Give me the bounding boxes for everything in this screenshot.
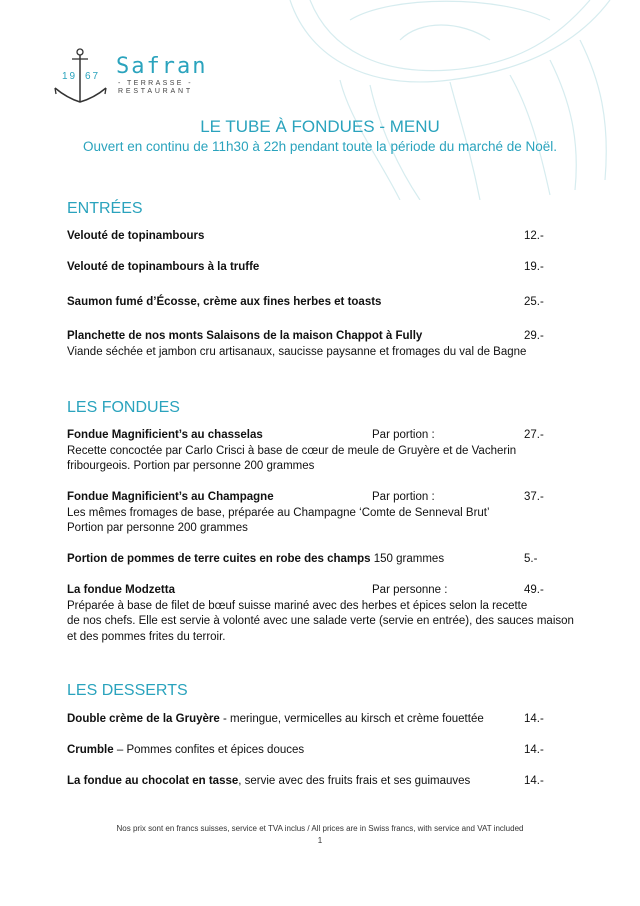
item-name: Fondue Magnificient’s au chasselas xyxy=(67,429,263,441)
item-price: 14.- xyxy=(524,713,544,725)
item-name: Planchette de nos monts Salaisons de la maison Chappot à Fully xyxy=(67,330,423,342)
item-description: Recette concoctée par Carlo Crisci à base de cœur de meule de Gruyère et de Vacherin fribourgeois. Portion par personne 200 grammes xyxy=(67,444,517,472)
item-description: Viande séchée et jambon cru artisanaux, saucisse paysanne et fromages du val de Bagne xyxy=(67,345,527,358)
menu-item xyxy=(67,428,544,475)
item-price: 5.- xyxy=(524,553,538,565)
item-name: Portion de pommes de terre cuites en robe des champs xyxy=(67,553,371,565)
item-name: Saumon fumé d’Écosse, crème aux fines herbes et toasts xyxy=(67,296,382,308)
item-price: 27.- xyxy=(524,429,544,441)
item-price: 29.- xyxy=(524,330,544,342)
menu-item xyxy=(67,552,587,568)
item-price: 19.- xyxy=(524,261,544,273)
logo-line1: - TERRASSE - xyxy=(118,80,193,87)
item-unit: Par portion : xyxy=(372,429,435,441)
item-price: 25.- xyxy=(524,296,544,308)
item-price: 49.- xyxy=(524,584,544,596)
page-title: LE TUBE À FONDUES - MENU xyxy=(200,117,440,136)
item-description: Les mêmes fromages de base, préparée au Champagne ‘Comte de Senneval Brut’ xyxy=(67,506,490,519)
item-name: Velouté de topinambours xyxy=(67,230,205,242)
menu-item xyxy=(67,743,587,759)
menu-item xyxy=(67,490,587,537)
menu-item xyxy=(67,329,587,360)
jellyfish-watermark xyxy=(250,0,640,200)
item-unit: Par personne : xyxy=(372,584,448,596)
item-unit: Par portion : xyxy=(372,491,435,503)
item-name: Velouté de topinambours à la truffe xyxy=(67,261,260,273)
item-price: 14.- xyxy=(524,744,544,756)
logo-name: Safran xyxy=(116,54,208,79)
menu-item xyxy=(67,712,587,728)
item-description: Portion par personne 200 grammes xyxy=(67,522,248,534)
section-heading-entrees: ENTRÉES xyxy=(67,200,143,217)
logo-year-right: 67 xyxy=(85,71,101,82)
item-description: de nos chefs. Elle est servie à volonté avec une salade verte (servie en entrée), des sauces maison xyxy=(67,615,574,627)
logo-year-left: 19 xyxy=(62,71,78,82)
item-name: Double crème de la Gruyère xyxy=(67,713,220,725)
item-price: 12.- xyxy=(524,230,544,242)
item-detail: , servie avec des fruits frais et ses guimauves xyxy=(238,775,471,787)
section-heading-fondues: LES FONDUES xyxy=(67,399,180,416)
page-number: 1 xyxy=(317,836,323,845)
logo-line2: RESTAURANT xyxy=(118,88,193,95)
menu-item xyxy=(67,295,587,311)
item-name: Fondue Magnificient’s au Champagne xyxy=(67,491,274,503)
page-subtitle: Ouvert en continu de 11h30 à 22h pendant toute la période du marché de Noël. xyxy=(82,139,558,154)
logo xyxy=(52,46,208,106)
menu-item xyxy=(67,229,587,245)
item-detail: 150 grammes xyxy=(370,553,445,565)
section-heading-desserts: LES DESSERTS xyxy=(67,682,188,699)
menu-item xyxy=(67,774,587,790)
item-detail: – Pommes confites et épices douces xyxy=(113,744,305,756)
item-description: Préparée à base de filet de bœuf suisse mariné avec des herbes et épices selon la recette xyxy=(67,599,528,612)
item-name: La fondue au chocolat en tasse xyxy=(67,775,239,787)
item-price: 14.- xyxy=(524,775,544,787)
menu-item xyxy=(67,260,587,276)
item-name: La fondue Modzetta xyxy=(67,584,175,596)
footer-note: Nos prix sont en francs suisses, service et TVA inclus / All prices are in Swiss francs, with service and VAT included xyxy=(116,824,524,833)
item-name: Crumble xyxy=(67,744,114,756)
item-detail: - meringue, vermicelles au kirsch et crème fouettée xyxy=(219,713,484,725)
item-price: 37.- xyxy=(524,491,544,503)
item-description: et des pommes frites du terroir. xyxy=(67,630,226,643)
menu-item xyxy=(67,583,587,645)
